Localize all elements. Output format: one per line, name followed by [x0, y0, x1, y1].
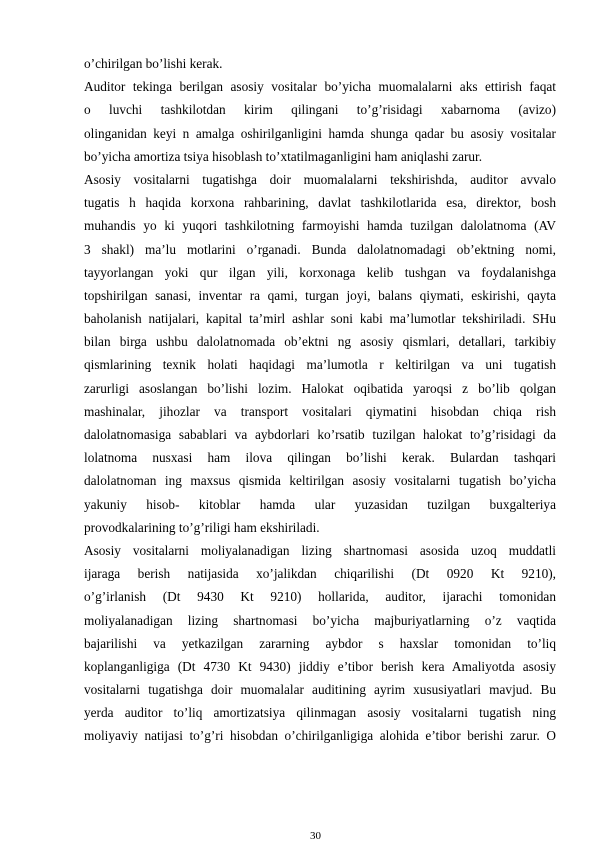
text-line: Auditor tekinga berilgan asosiy vositalar bo’yicha muomalalarni aks ettirish faqat — [84, 79, 556, 95]
text-line: vositalarni tugatishga doir muomalalar auditining ayrim xususiyatlari mavjud. Bu — [84, 682, 556, 698]
text-line: yakuniy hisob- kitoblar hamda ular yuzasidan tuzilgan buxgalteriya — [84, 496, 556, 512]
text-line: yerda auditor to’liq amortizatsiya qilinmagan asosiy vositalarni tugatish ning — [84, 705, 556, 721]
text-line: dalolatnomasiga sabablari va aybdorlari ko’rsatib tuzilgan halokat to’g’risidagi da — [84, 427, 556, 442]
text-line: ijaraga berish natijasida xo’jalikdan chiqarilishi (Dt 0920 Kt 9210), — [84, 566, 556, 582]
text-line: olinganidan keyi n amalga oshirilganligini hamda shunga qadar bu asosiy vositalar — [84, 125, 556, 141]
text-line: Asosiy vositalarni moliyalanadigan lizing shartnomasi asosida uzoq muddatli — [84, 542, 556, 558]
text-line: mashinalar, jihozlar va transport vositalari qiymatini hisobdan chiqa rish — [84, 403, 556, 419]
text-line: moliyaviy natijasi to’g’ri hisobdan o’chirilganligiga alohida e’tibor berishi zarur. O — [84, 728, 556, 744]
page-number: 30 — [310, 830, 321, 842]
text-line: bilan birga ushbu dalolatnomada ob’ektni ng asosiy qismlari, detallari, tarkibiy — [84, 334, 556, 350]
text-line: 3 shakl) ma’lu motlarini o’rganadi. Bunda dalolatnomadagi ob’ektning nomi, — [84, 241, 556, 257]
text-line: bajarilishi va yetkazilgan zararning aybdor s haxslar tomonidan to’liq — [84, 635, 556, 651]
text-line: lolatnoma nusxasi ham ilova qilingan bo’lishi kerak. Bulardan tashqari — [84, 450, 556, 466]
text-line: tugatis h haqida korxona rahbarining, davlat tashkilotlarida esa, direktor, bosh — [84, 195, 556, 211]
text-line: Asosiy vositalarni tugatishga doir muomalalarni tekshirishda, auditor avvalo — [84, 171, 556, 187]
text-line: provodkalarining to’g’riligi ham ekshiriladi. — [84, 519, 320, 535]
text-line: muhandis yo ki yuqori tashkilotning farmoyishi hamda tuzilgan dalolatnoma (AV — [84, 218, 556, 234]
text-line: dalolatnoman ing maxsus qismida keltirilgan asosiy vositalarni tugatish bo’yicha — [84, 473, 556, 489]
text-line: bo’yicha amortiza tsiya hisoblash to’xtatilmaganligini ham aniqlashi zarur. — [84, 148, 483, 164]
text-line: tayyorlangan yoki qur ilgan yili, korxonaga kelib tushgan va foydalanishga — [84, 264, 556, 280]
text-line: koplanganligiga (Dt 4730 Kt 9430) jiddiy e’tibor berish kera Amaliyotda asosiy — [84, 658, 556, 674]
text-line: moliyalanadigan lizing shartnomasi bo’yicha majburiyatlarning o’z vaqtida — [84, 612, 556, 628]
document-body — [84, 52, 556, 748]
text-line: qismlarining texnik holati haqidagi ma’lumotla r keltirilgan va uni tugatish — [84, 357, 556, 373]
text-line: o’chirilgan bo’lishi kerak. — [84, 56, 223, 71]
text-line: o’g’irlanish (Dt 9430 Kt 9210) hollarida, auditor, ijarachi tomonidan — [84, 589, 556, 605]
text-line: topshirilgan sanasi, inventar ra qami, turgan joyi, balans qiymati, eskirishi, qayta — [84, 287, 556, 303]
text-line: zarurligi asoslangan bo’lishi lozim. Halokat oqibatida yaroqsi z bo’lib qolgan — [84, 380, 556, 396]
text-line: o luvchi tashkilotdan kirim qilingani to’g’risidagi xabarnoma (avizo) — [84, 102, 556, 118]
text-line: baholanish natijalari, kapital ta’mirl ashlar soni kabi ma’lumotlar tekshiriladi. SHu — [84, 311, 556, 327]
